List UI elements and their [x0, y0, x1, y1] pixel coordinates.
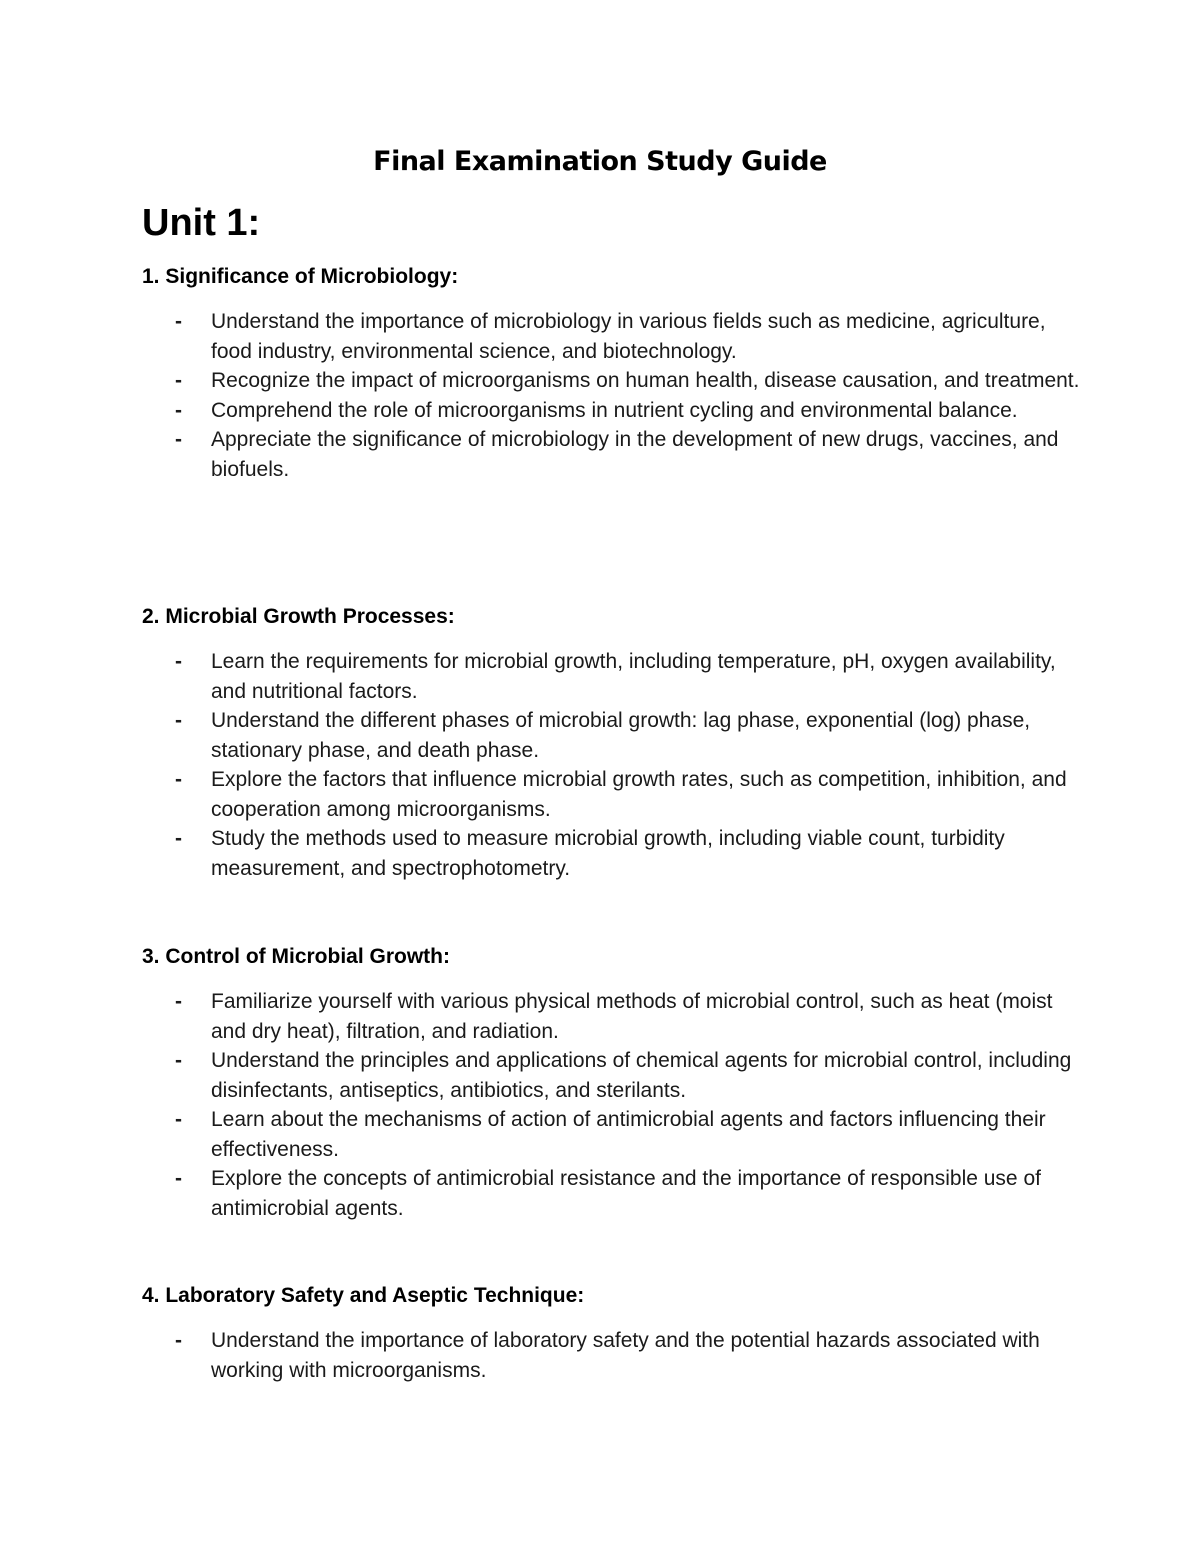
list-item — [142, 987, 1082, 1046]
unit-heading: Unit 1: — [142, 202, 261, 244]
section-significance-of-microbiology — [142, 262, 1082, 484]
list-item — [142, 1105, 1082, 1164]
bullet-list — [142, 987, 1082, 1223]
bullet-list — [142, 307, 1082, 484]
section-heading: 3. Control of Microbial Growth: — [142, 945, 450, 968]
dash-bullet-icon: - — [175, 990, 182, 1013]
bullet-text: Recognize the impact of microorganisms on human health, disease causation, and treatment. — [211, 369, 1080, 392]
dash-bullet-icon: - — [175, 1167, 182, 1190]
bullet-text: Understand the importance of microbiology in various fields such as medicine, agriculture, food industry, environmental science, and biotechnology. — [211, 310, 1046, 363]
document-title: Final Examination Study Guide — [373, 146, 827, 177]
dash-bullet-icon: - — [175, 1049, 182, 1072]
dash-bullet-icon: - — [175, 398, 182, 422]
dash-bullet-icon: - — [175, 369, 182, 392]
list-item — [142, 425, 1082, 484]
bullet-text: Understand the principles and applications of chemical agents for microbial control, including disinfectants, antiseptics, antibiotics, and sterilants. — [211, 1049, 1072, 1102]
bullet-list — [142, 1326, 1082, 1385]
list-item — [142, 647, 1082, 706]
list-item — [142, 307, 1082, 366]
dash-bullet-icon: - — [175, 1329, 182, 1352]
bullet-text: Explore the factors that influence microbial growth rates, such as competition, inhibition, and cooperation among microorganisms. — [211, 768, 1067, 821]
dash-bullet-icon: - — [175, 768, 182, 791]
bullet-text: Understand the different phases of microbial growth: lag phase, exponential (log) phase, stationary phase, and death phase. — [211, 709, 1031, 762]
section-heading: 4. Laboratory Safety and Aseptic Technique: — [142, 1284, 585, 1307]
list-item — [142, 1326, 1082, 1385]
bullet-text: Understand the importance of laboratory safety and the potential hazards associated with working with microorganisms. — [211, 1329, 1040, 1382]
list-item — [142, 396, 1082, 426]
bullet-list — [142, 647, 1082, 883]
list-item — [142, 824, 1082, 883]
dash-bullet-icon: - — [175, 709, 182, 732]
bullet-text: Study the methods used to measure microbial growth, including viable count, turbidity measurement, and spectrophotometry. — [211, 827, 1005, 880]
bullet-text: Explore the concepts of antimicrobial resistance and the importance of responsible use of antimicrobial agents. — [211, 1167, 1041, 1220]
dash-bullet-icon: - — [175, 1108, 182, 1131]
bullet-text: Appreciate the significance of microbiology in the development of new drugs, vaccines, and biofuels. — [211, 428, 1059, 481]
list-item — [142, 765, 1082, 824]
bullet-text: Comprehend the role of microorganisms in nutrient cycling and environmental balance. — [211, 398, 1018, 422]
list-item — [142, 706, 1082, 765]
bullet-text: Familiarize yourself with various physical methods of microbial control, such as heat (moist and dry heat), filtration, and radiation. — [211, 990, 1053, 1043]
dash-bullet-icon: - — [175, 650, 182, 673]
section-control-of-microbial-growth — [142, 942, 1082, 1223]
list-item — [142, 366, 1082, 396]
list-item — [142, 1164, 1082, 1223]
section-heading: 2. Microbial Growth Processes: — [142, 605, 455, 628]
list-item — [142, 1046, 1082, 1105]
bullet-text: Learn the requirements for microbial growth, including temperature, pH, oxygen availability, and nutritional factors. — [211, 650, 1056, 703]
dash-bullet-icon: - — [175, 310, 182, 333]
dash-bullet-icon: - — [175, 428, 182, 451]
section-microbial-growth-processes — [142, 602, 1082, 883]
section-heading: 1. Significance of Microbiology: — [142, 265, 459, 288]
dash-bullet-icon: - — [175, 827, 182, 850]
section-laboratory-safety-and-aseptic-technique — [142, 1281, 1082, 1385]
bullet-text: Learn about the mechanisms of action of antimicrobial agents and factors influencing their effectiveness. — [211, 1108, 1046, 1161]
